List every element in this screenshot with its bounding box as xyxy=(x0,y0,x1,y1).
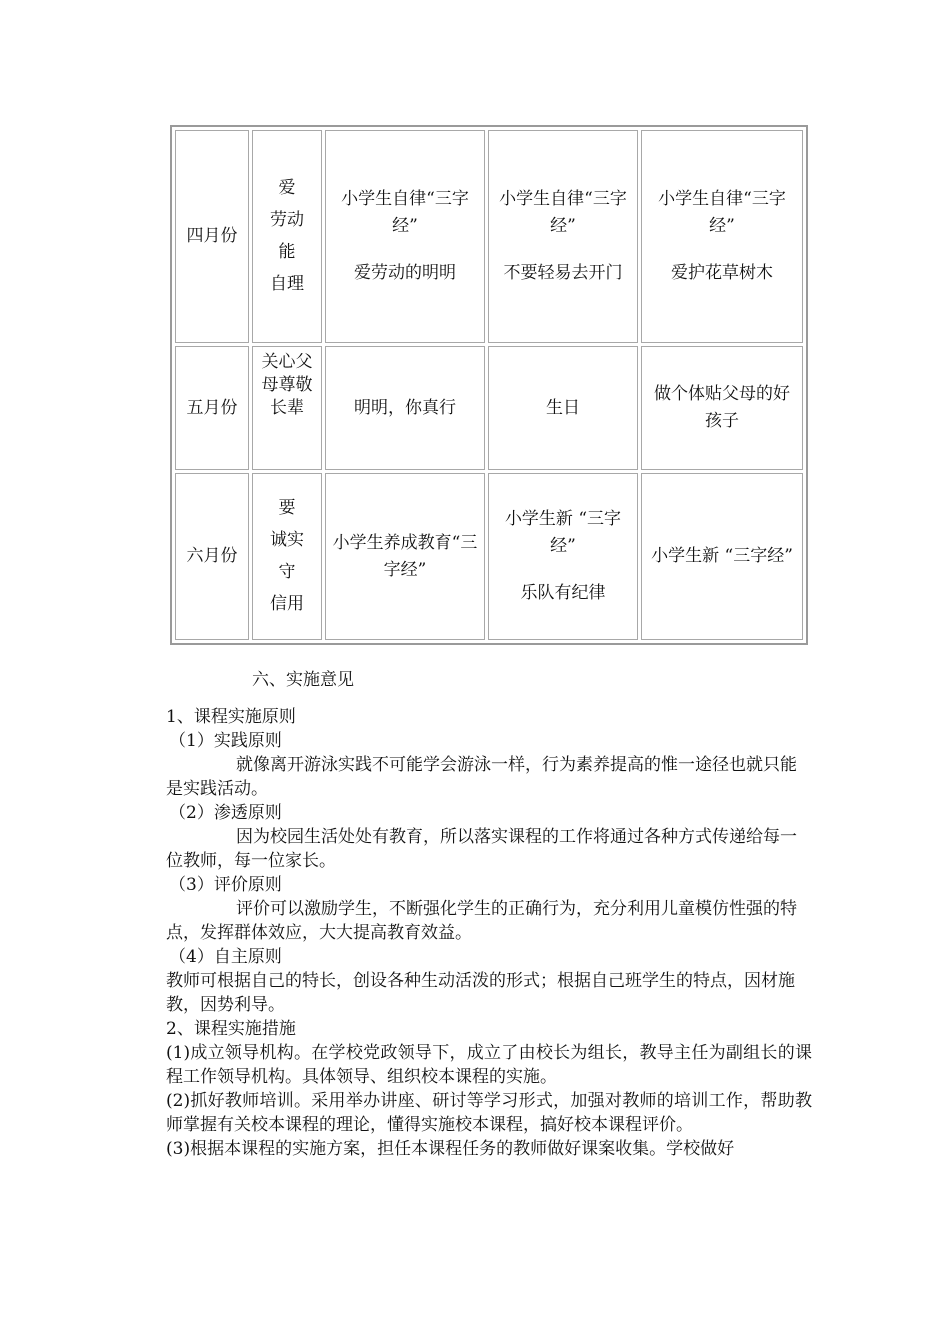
theme-line: 守 xyxy=(278,562,296,582)
content-title: 小学生自律“三字经” xyxy=(499,189,627,236)
table-row xyxy=(175,130,803,343)
content-title: 小学生新 “三字经” xyxy=(651,546,793,566)
principle-1-title: （1）实践原则 xyxy=(169,731,282,751)
principle-4-text: 教师可根据自己的特长，创设各种生动活泼的形式；根据自己班学生的特点，因材施教，因势利导。 xyxy=(166,971,795,1015)
principle-3-title: （3）评价原则 xyxy=(169,875,282,895)
principle-4-title: （4）自主原则 xyxy=(169,947,282,967)
theme-line: 劳动 xyxy=(270,210,304,230)
content-cell xyxy=(488,346,638,470)
heading-measures: 2、课程实施措施 xyxy=(166,1019,296,1039)
month-cell: 四月份 xyxy=(175,130,249,343)
theme-line: 自理 xyxy=(270,274,304,294)
section-title: 六、实施意见 xyxy=(252,670,354,690)
content-cell xyxy=(325,346,485,470)
content-title: 做个体贴父母的好孩子 xyxy=(654,384,790,431)
measure-3: (3)根据本课程的实施方案，担任本课程任务的教师做好课案收集。学校做好 xyxy=(166,1139,735,1159)
theme-line: 要 xyxy=(278,498,296,518)
content-title: 明明，你真行 xyxy=(354,397,456,418)
theme-cell xyxy=(252,130,322,343)
content-subtitle: 不要轻易去开门 xyxy=(503,263,623,283)
content-title: 生日 xyxy=(546,397,580,418)
theme-line: 爱 xyxy=(278,178,296,198)
content-title: 小学生自律“三字经” xyxy=(341,189,469,236)
document-body xyxy=(166,668,812,1161)
principle-3-text: 评价可以激励学生，不断强化学生的正确行为，充分利用儿童模仿性强的特点，发挥群体效应，大大提高教育效益。 xyxy=(166,899,797,943)
heading-principles: 1、课程实施原则 xyxy=(166,707,296,727)
content-cell xyxy=(325,473,485,640)
content-cell xyxy=(488,130,638,343)
theme-line: 能 xyxy=(278,242,296,262)
content-cell xyxy=(488,473,638,640)
theme-cell xyxy=(252,473,322,640)
table-row xyxy=(175,473,803,640)
table-row xyxy=(175,346,803,470)
content-title: 小学生自律“三字经” xyxy=(658,189,786,236)
theme-line: 关心父母尊敬长辈 xyxy=(261,352,313,418)
theme-cell xyxy=(252,346,322,470)
content-title: 小学生新 “三字经” xyxy=(504,509,622,556)
content-title: 小学生养成教育“三字经” xyxy=(332,532,478,580)
measure-2: (2)抓好教师培训。采用举办讲座、研讨等学习形式，加强对教师的培训工作，帮助教师掌握有关校本课程的理论，懂得实施校本课程，搞好校本课程评价。 xyxy=(166,1091,812,1135)
content-subtitle: 爱劳动的明明 xyxy=(354,263,456,283)
month-cell: 五月份 xyxy=(175,346,249,470)
principle-2-text: 因为校园生活处处有教育，所以落实课程的工作将通过各种方式传递给每一位教师，每一位家长。 xyxy=(166,827,797,871)
content-subtitle: 乐队有纪律 xyxy=(520,583,606,603)
content-cell xyxy=(641,130,803,343)
content-subtitle: 爱护花草树木 xyxy=(671,263,773,283)
theme-line: 诚实 xyxy=(270,530,304,550)
content-cell xyxy=(641,473,803,640)
schedule-table xyxy=(170,125,808,645)
content-cell xyxy=(325,130,485,343)
content-cell xyxy=(641,346,803,470)
principle-2-title: （2）渗透原则 xyxy=(169,803,282,823)
measure-1: (1)成立领导机构。在学校党政领导下，成立了由校长为组长，教导主任为副组长的课程工作领导机构。具体领导、组织校本课程的实施。 xyxy=(166,1043,812,1087)
principle-1-text: 就像离开游泳实践不可能学会游泳一样，行为素养提高的惟一途径也就只能是实践活动。 xyxy=(166,755,797,799)
theme-line: 信用 xyxy=(270,594,304,614)
month-cell: 六月份 xyxy=(175,473,249,640)
